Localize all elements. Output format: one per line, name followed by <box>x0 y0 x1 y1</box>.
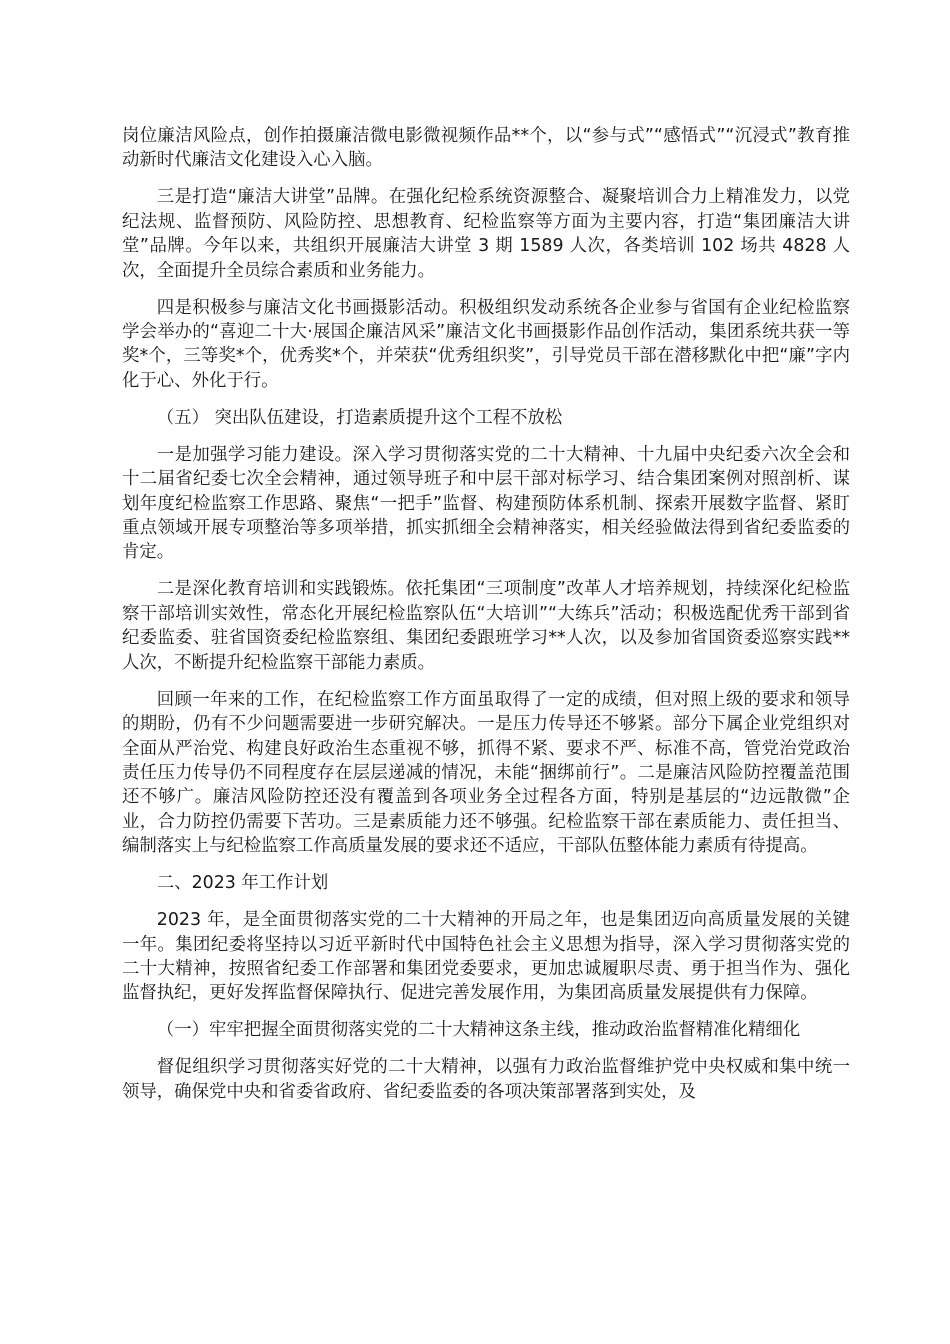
paragraph: 督促组织学习贯彻落实好党的二十大精神，以强有力政治监督维护党中央权威和集中统一领导，确保党中央和省委省政府、省纪委监委的各项决策部署落到实处，及 <box>122 1057 850 1102</box>
paragraph: 一是加强学习能力建设。深入学习贯彻落实党的二十大精神、十九届中央纪委六次全会和十二届省纪委七次全会精神，通过领导班子和中层干部对标学习、结合集团案例对照剖析、谋划年度纪检监察工作思路、聚焦“一把手”监督、构建预防体系机制、探索开展数字监督、紧盯重点领域开展专项整治等多项举措，抓实抓细全会精神落实，相关经验做法得到省纪委监委的肯定。 <box>122 444 850 563</box>
paragraph: 2023 年，是全面贯彻落实党的二十大精神的开局之年，也是集团迈向高质量发展的关键一年。集团纪委将坚持以习近平新时代中国特色社会主义思想为指导，深入学习贯彻落实党的二十大精神，按照省纪委工作部署和集团党委要求，更加忠诚履职尽责、勇于担当作为、强化监督执纪，更好发挥监督保障执行、促进完善发展作用，为集团高质量发展提供有力保障。 <box>122 910 850 1004</box>
paragraph: 岗位廉洁风险点，创作拍摄廉洁微电影微视频作品**个，以“参与式”“感悟式”“沉浸式”教育推动新时代廉洁文化建设入心入脑。 <box>122 126 850 171</box>
section-heading: 二、2023 年工作计划 <box>156 873 329 894</box>
section-heading: （五） 突出队伍建设，打造素质提升这个工程不放松 <box>156 407 563 428</box>
document-page <box>122 124 850 1117</box>
paragraph: 四是积极参与廉洁文化书画摄影活动。积极组织发动系统各企业参与省国有企业纪检监察学会举办的“喜迎二十大·展国企廉洁风采”廉洁文化书画摄影作品创作活动，集团系统共获一等奖*个，三等奖*个，优秀奖*个，并荣获“优秀组织奖”，引导党员干部在潜移默化中把“廉”字内化于心、外化于行。 <box>122 297 850 391</box>
paragraph: 回顾一年来的工作，在纪检监察工作方面虽取得了一定的成绩，但对照上级的要求和领导的期盼，仍有不少问题需要进一步研究解决。一是压力传导还不够紧。部分下属企业党组织对全面从严治党、构建良好政治生态重视不够，抓得不紧、要求不严、标准不高，管党治党政治责任压力传导仍不同程度存在层层递减的情况，未能“捆绑前行”。二是廉洁风险防控覆盖范围还不够广。廉洁风险防控还没有覆盖到各项业务全过程各方面，特别是基层的“边远散微”企业，合力防控仍需要下苦功。三是素质能力还不够强。纪检监察干部在素质能力、责任担当、编制落实上与纪检监察工作高质量发展的要求还不适应，干部队伍整体能力素质有待提高。 <box>122 689 850 857</box>
paragraph: 二是深化教育培训和实践锻炼。依托集团“三项制度”改革人才培养规划，持续深化纪检监察干部培训实效性，常态化开展纪检监察队伍“大培训”“大练兵”活动；积极选配优秀干部到省纪委监委、驻省国资委纪检监察组、集团纪委跟班学习**人次，以及参加省国资委巡察实践**人次，不断提升纪检监察干部能力素质。 <box>122 579 850 673</box>
paragraph: 三是打造“廉洁大讲堂”品牌。在强化纪检系统资源整合、凝聚培训合力上精准发力，以党纪法规、监督预防、风险防控、思想教育、纪检监察等方面为主要内容，打造“集团廉洁大讲堂”品牌。今年以来，共组织开展廉洁大讲堂 3 期 1589 人次，各类培训 102 场共 4828 人次，全面提升全员综合素质和业务能力。 <box>122 187 850 281</box>
section-heading: （一）牢牢把握全面贯彻落实党的二十大精神这条主线，推动政治监督精准化精细化 <box>156 1020 801 1041</box>
